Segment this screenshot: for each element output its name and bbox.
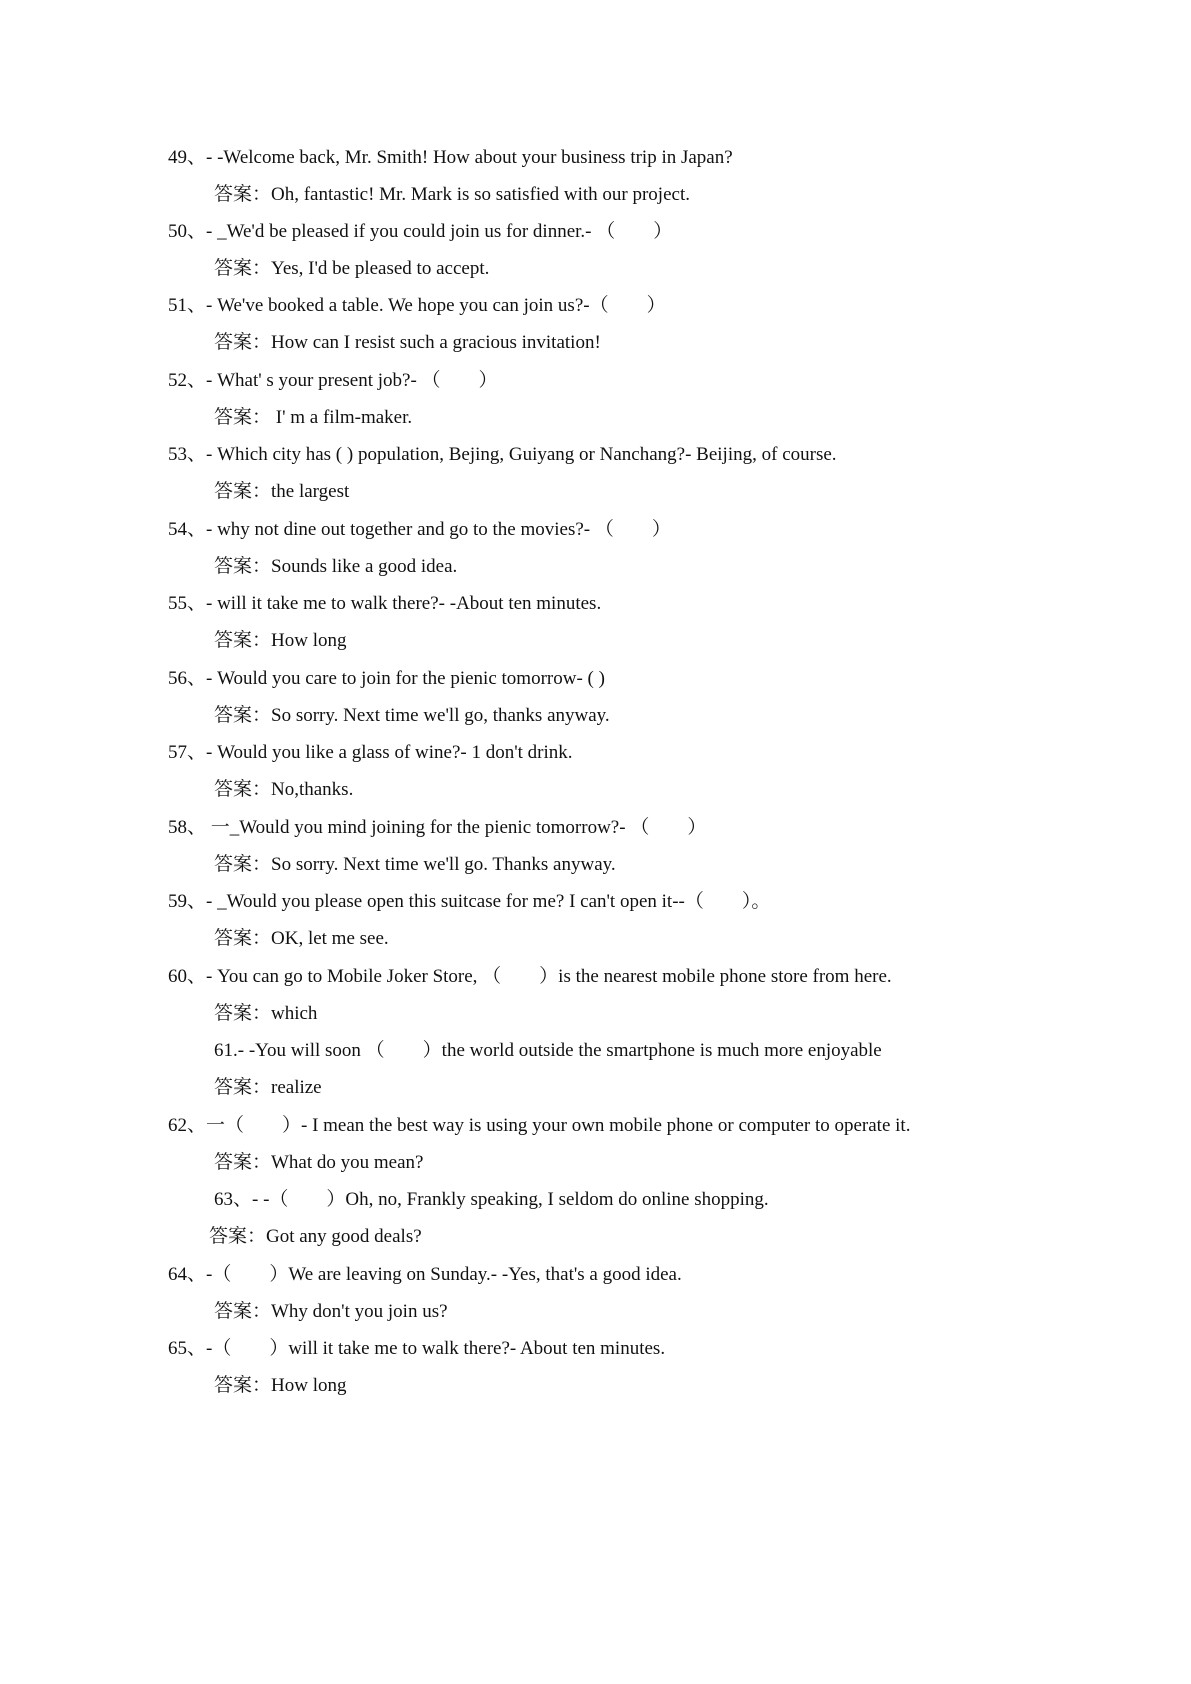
question-51: 51、- We've booked a table. We hope you can join us?-（ ） xyxy=(168,295,666,316)
answer-55: 答案：How long xyxy=(214,630,347,651)
question-50: 50、- _We'd be pleased if you could join us for dinner.- （ ） xyxy=(168,221,673,242)
answer-58: 答案：So sorry. Next time we'll go. Thanks anyway. xyxy=(214,854,616,875)
question-49: 49、- -Welcome back, Mr. Smith! How about your business trip in Japan? xyxy=(168,147,733,168)
question-61: 61.- -You will soon （ ）the world outside the smartphone is much more enjoyable xyxy=(214,1040,882,1061)
question-55: 55、- will it take me to walk there?- -About ten minutes. xyxy=(168,593,602,614)
question-58: 58、 一_Would you mind joining for the pienic tomorrow?- （ ） xyxy=(168,817,707,838)
question-56: 56、- Would you care to join for the pienic tomorrow- ( ) xyxy=(168,668,605,689)
answer-52: 答案： I' m a film-maker. xyxy=(214,407,413,428)
answer-65: 答案：How long xyxy=(214,1375,347,1396)
question-57: 57、- Would you like a glass of wine?- 1 don't drink. xyxy=(168,742,573,763)
answer-61: 答案：realize xyxy=(214,1077,322,1098)
question-63: 63、- -（ ）Oh, no, Frankly speaking, I seldom do online shopping. xyxy=(214,1189,769,1210)
question-52: 52、- What' s your present job?- （ ） xyxy=(168,370,498,391)
question-62: 62、一（ ）- I mean the best way is using your own mobile phone or computer to operate it. xyxy=(168,1115,911,1136)
answer-51: 答案：How can I resist such a gracious invitation! xyxy=(214,332,601,353)
answer-53: 答案：the largest xyxy=(214,481,350,502)
answer-64: 答案：Why don't you join us? xyxy=(214,1301,448,1322)
answer-56: 答案：So sorry. Next time we'll go, thanks anyway. xyxy=(214,705,610,726)
answer-59: 答案：OK, let me see. xyxy=(214,928,389,949)
question-59: 59、- _Would you please open this suitcase for me? I can't open it--（ ）。 xyxy=(168,891,771,912)
question-53: 53、- Which city has ( ) population, Bejing, Guiyang or Nanchang?- Beijing, of course. xyxy=(168,444,837,465)
answer-57: 答案：No,thanks. xyxy=(214,779,354,800)
question-64: 64、-（ ）We are leaving on Sunday.- -Yes, that's a good idea. xyxy=(168,1264,682,1285)
question-54: 54、- why not dine out together and go to the movies?- （ ） xyxy=(168,519,671,540)
answer-62: 答案：What do you mean? xyxy=(214,1152,424,1173)
answer-49: 答案：Oh, fantastic! Mr. Mark is so satisfied with our project. xyxy=(214,184,690,205)
question-60: 60、- You can go to Mobile Joker Store, （ ）is the nearest mobile phone store from here. xyxy=(168,966,892,987)
answer-50: 答案：Yes, I'd be pleased to accept. xyxy=(214,258,490,279)
answer-60: 答案：which xyxy=(214,1003,318,1024)
answer-54: 答案：Sounds like a good idea. xyxy=(214,556,458,577)
answer-63: 答案：Got any good deals? xyxy=(209,1226,422,1247)
question-65: 65、-（ ）will it take me to walk there?- About ten minutes. xyxy=(168,1338,666,1359)
